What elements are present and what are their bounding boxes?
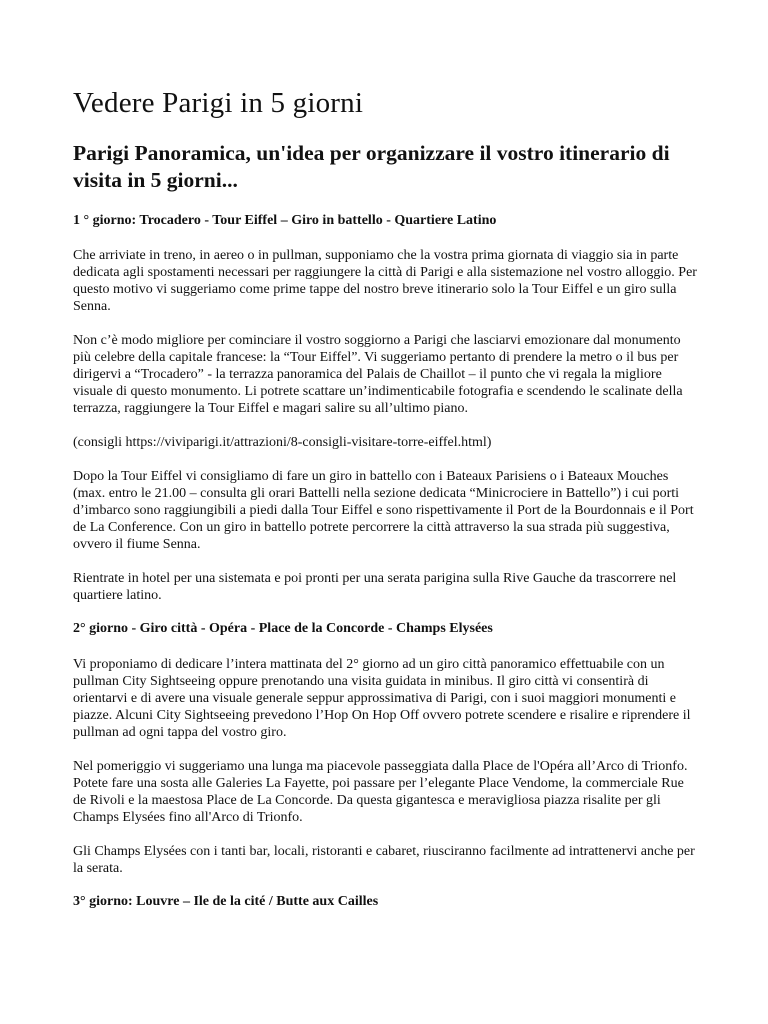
document-subtitle: Parigi Panoramica, un'idea per organizzare il vostro itinerario di visita in 5 giorni... (73, 140, 670, 192)
paragraph: Nel pomeriggio vi suggeriamo una lunga ma piacevole passeggiata dalla Place de l'Opéra all’Arco di Trionfo. Potete fare una sosta alle Galeries La Fayette, poi passare per l’elegante Place Vendome, la commerciale Rue de Rivoli e la maestosa Place de La Concorde. Da questa gigantesca e meravigliosa piazza risalite per gli Champs Elysées fino all'Arco di Trionfo. (73, 759, 688, 826)
paragraph: Dopo la Tour Eiffel vi consigliamo di fare un giro in battello con i Bateaux Parisiens o i Bateaux Mouches (max. entro le 21.00 – consulta gli orari Battelli nella sezione dedicata “Minicrociere in Battello”) i cui porti d’imbarco sono raggiungibili a piedi dalla Tour Eiffel e sono rispettivamente il Port de la Bourdonnais e il Port de La Conference. Con un giro in battello potrete percorrere la città attraverso la sua strada più suggestiva, ovvero il fiume Senna. (73, 469, 694, 553)
section-heading: 2° giorno - Giro città - Opéra - Place de la Concorde - Champs Elysées (73, 621, 493, 637)
paragraph: Gli Champs Elysées con i tanti bar, locali, ristoranti e cabaret, riusciranno facilmente ad intrattenervi anche per la serata. (73, 844, 695, 877)
section-heading: 1 ° giorno: Trocadero - Tour Eiffel – Giro in battello - Quartiere Latino (73, 212, 497, 228)
paragraph: Vi proponiamo di dedicare l’intera mattinata del 2° giorno ad un giro città panoramico effettuabile con un pullman City Sightseeing oppure prenotando una visita guidata in minibus. Il giro città vi consentirà di orientarvi e di avere una visuale generale seppur approssimativa di Parigi, con i suoi maggiori monumenti e piazze. Alcuni City Sightseeing prevedono l’Hop On Hop Off ovvero potrete scendere e risalire e riprendere il pullman ad ogni tappa del vostro giro. (73, 657, 691, 741)
paragraph: Rientrate in hotel per una sistemata e poi pronti per una serata parigina sulla Rive Gauche da trascorrere nel quartiere latino. (73, 571, 677, 604)
paragraph: Non c’è modo migliore per cominciare il vostro soggiorno a Parigi che lasciarvi emozionare dal monumento più celebre della capitale francese: la “Tour Eiffel”. Vi suggeriamo pertanto di prendere la metro o il bus per dirigervi a “Trocadero” - la terrazza panoramica del Palais de Chaillot – il punto che vi regala la migliore visuale di questo monumento. Li potrete scattare un’indimenticabile fotografia e scendendo le scalinate della terrazza, raggiungere la Tour Eiffel e magari salire su all’ultimo piano. (73, 333, 683, 417)
section-day-3 (73, 894, 698, 911)
document-title: Vedere Parigi in 5 giorni (73, 87, 364, 119)
paragraph: Che arriviate in treno, in aereo o in pullman, supponiamo che la vostra prima giornata di viaggio sia in parte dedicata agli spostamenti necessari per raggiungere la città di Parigi e alla sistemazione nel vostro alloggio. Per questo motivo vi suggeriamo come prime tappe del nostro breve itinerario solo la Tour Eiffel e un giro sulla Senna. (73, 248, 697, 315)
section-day-1 (73, 213, 698, 605)
section-heading: 3° giorno: Louvre – Ile de la cité / Butte aux Cailles (73, 894, 379, 910)
section-day-2 (73, 621, 698, 877)
paragraph: (consigli https://viviparigi.it/attrazioni/8-consigli-visitare-torre-eiffel.html) (73, 435, 492, 451)
